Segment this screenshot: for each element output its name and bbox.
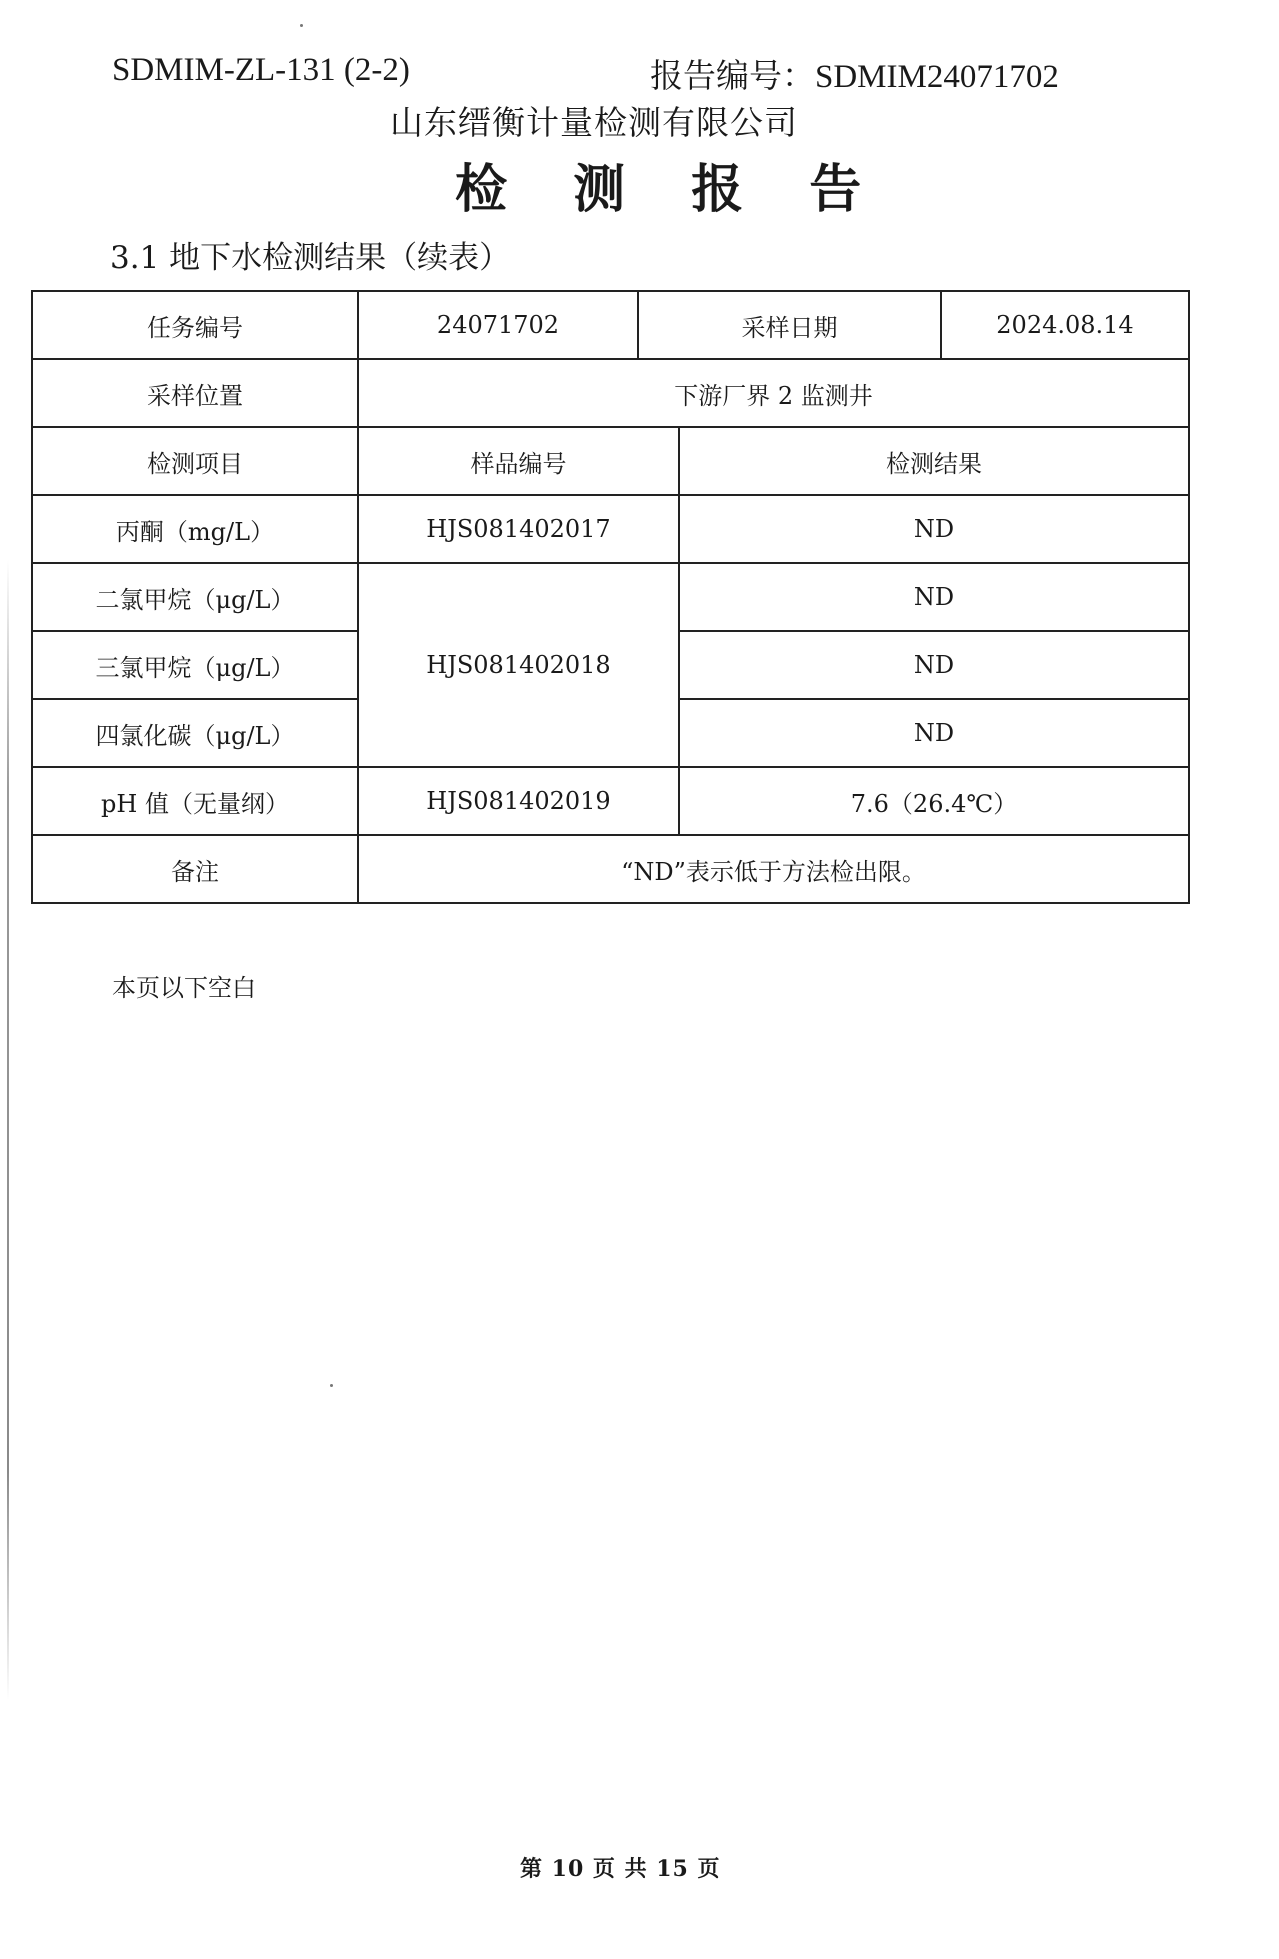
column-header-sample: 样品编号 xyxy=(358,427,679,495)
test-item: pH 值（无量纲） xyxy=(32,767,358,835)
scan-edge-shadow xyxy=(7,560,9,1700)
results-table xyxy=(31,290,1190,904)
task-number-value: 24071702 xyxy=(358,291,638,359)
test-result: ND xyxy=(679,699,1189,767)
blank-below-note: 本页以下空白 xyxy=(112,974,256,1002)
table-row xyxy=(32,835,1189,903)
sample-number: HJS081402017 xyxy=(358,495,679,563)
column-header-item: 检测项目 xyxy=(32,427,358,495)
remark-label: 备注 xyxy=(32,835,358,903)
table-row xyxy=(32,291,1189,359)
form-code: SDMIM-ZL-131 (2-2) xyxy=(112,52,410,88)
table-row xyxy=(32,563,1189,631)
sampling-location-label: 采样位置 xyxy=(32,359,358,427)
scan-speck xyxy=(300,24,303,27)
table-row xyxy=(32,495,1189,563)
sample-number: HJS081402018 xyxy=(358,563,679,767)
test-result: ND xyxy=(679,631,1189,699)
column-header-result: 检测结果 xyxy=(679,427,1189,495)
test-item: 四氯化碳（μg/L） xyxy=(32,699,358,767)
sampling-date-value: 2024.08.14 xyxy=(941,291,1189,359)
sampling-location-value: 下游厂界 2 监测井 xyxy=(358,359,1189,427)
sample-number: HJS081402019 xyxy=(358,767,679,835)
sampling-date-label: 采样日期 xyxy=(638,291,941,359)
table-row xyxy=(32,359,1189,427)
company-name: 山东缙衡计量检测有限公司 xyxy=(390,103,798,142)
table-row xyxy=(32,767,1189,835)
table-header-row xyxy=(32,427,1189,495)
test-result: 7.6（26.4℃） xyxy=(679,767,1189,835)
remark-value: “ND”表示低于方法检出限。 xyxy=(358,835,1189,903)
page-number: 第 10 页 共 15 页 xyxy=(520,1856,721,1882)
test-item: 二氯甲烷（μg/L） xyxy=(32,563,358,631)
report-number: 报告编号：SDMIM24071702 xyxy=(650,59,1059,95)
section-title: 3.1 地下水检测结果（续表） xyxy=(110,240,511,276)
test-result: ND xyxy=(679,495,1189,563)
test-item: 三氯甲烷（μg/L） xyxy=(32,631,358,699)
test-result: ND xyxy=(679,563,1189,631)
test-item: 丙酮（mg/L） xyxy=(32,495,358,563)
scan-speck xyxy=(330,1384,333,1387)
task-number-label: 任务编号 xyxy=(32,291,358,359)
document-title: 检 测 报 告 xyxy=(455,159,886,220)
